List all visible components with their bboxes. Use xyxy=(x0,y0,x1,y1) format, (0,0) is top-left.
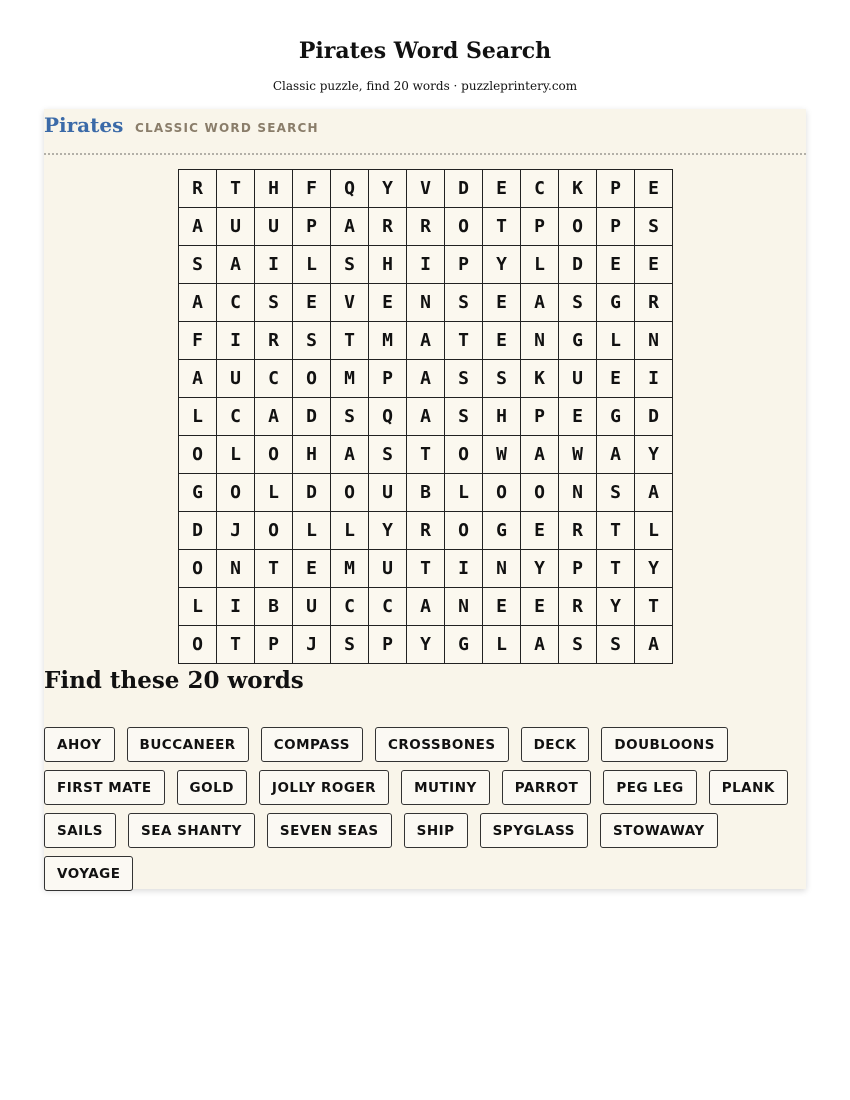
grid-cell: G xyxy=(179,474,217,512)
word-chip: FIRST MATE xyxy=(44,770,165,805)
grid-cell: Y xyxy=(597,588,635,626)
word-chip: PLANK xyxy=(709,770,788,805)
grid-cell: D xyxy=(179,512,217,550)
word-chip: AHOY xyxy=(44,727,115,762)
grid-row xyxy=(179,588,673,626)
grid-row xyxy=(179,398,673,436)
grid-cell: E xyxy=(521,512,559,550)
grid-cell: L xyxy=(597,322,635,360)
grid-cell: O xyxy=(445,512,483,550)
grid-cell: N xyxy=(521,322,559,360)
grid-cell: O xyxy=(483,474,521,512)
grid-cell: I xyxy=(255,246,293,284)
grid-cell: L xyxy=(179,588,217,626)
grid-cell: J xyxy=(293,626,331,664)
grid-cell: I xyxy=(217,588,255,626)
grid-cell: O xyxy=(293,360,331,398)
grid-cell: B xyxy=(255,588,293,626)
grid-cell: I xyxy=(635,360,673,398)
grid-cell: L xyxy=(521,246,559,284)
grid-cell: R xyxy=(559,512,597,550)
grid-cell: E xyxy=(597,246,635,284)
page-subtitle: Classic puzzle, find 20 words · puzzleprintery.com xyxy=(272,79,578,93)
grid-cell: S xyxy=(331,246,369,284)
grid-cell: E xyxy=(635,170,673,208)
grid-cell: O xyxy=(521,474,559,512)
grid-cell: G xyxy=(445,626,483,664)
grid-row xyxy=(179,512,673,550)
grid-cell: O xyxy=(445,208,483,246)
grid-cell: T xyxy=(445,322,483,360)
grid-cell: A xyxy=(635,626,673,664)
grid-cell: V xyxy=(331,284,369,322)
grid-row xyxy=(179,170,673,208)
grid-cell: A xyxy=(521,626,559,664)
grid-cell: L xyxy=(179,398,217,436)
grid-cell: S xyxy=(559,626,597,664)
grid-cell: S xyxy=(331,398,369,436)
grid-cell: E xyxy=(521,588,559,626)
grid-cell: U xyxy=(369,474,407,512)
grid-cell: A xyxy=(407,398,445,436)
grid-cell: W xyxy=(483,436,521,474)
grid-cell: I xyxy=(445,550,483,588)
grid-cell: O xyxy=(255,436,293,474)
grid-cell: A xyxy=(597,436,635,474)
grid-cell: S xyxy=(445,398,483,436)
grid-cell: Q xyxy=(369,398,407,436)
grid-cell: A xyxy=(521,284,559,322)
grid-cell: S xyxy=(597,474,635,512)
grid-cell: A xyxy=(407,322,445,360)
grid-cell: E xyxy=(483,284,521,322)
grid-cell: T xyxy=(597,550,635,588)
grid-cell: U xyxy=(217,208,255,246)
grid-cell: S xyxy=(559,284,597,322)
grid-cell: U xyxy=(255,208,293,246)
grid-cell: G xyxy=(483,512,521,550)
grid-cell: P xyxy=(293,208,331,246)
grid-cell: E xyxy=(635,246,673,284)
grid-cell: O xyxy=(445,436,483,474)
grid-cell: O xyxy=(217,474,255,512)
brand-tagline: CLASSIC WORD SEARCH xyxy=(135,121,319,135)
grid-cell: A xyxy=(407,360,445,398)
word-chip: DOUBLOONS xyxy=(601,727,728,762)
grid-cell: P xyxy=(521,208,559,246)
word-chip: SEVEN SEAS xyxy=(267,813,392,848)
grid-row xyxy=(179,246,673,284)
grid-cell: J xyxy=(217,512,255,550)
grid-cell: Y xyxy=(635,550,673,588)
grid-cell: R xyxy=(635,284,673,322)
grid-cell: S xyxy=(597,626,635,664)
grid-cell: I xyxy=(217,322,255,360)
grid-cell: A xyxy=(179,208,217,246)
grid-cell: T xyxy=(407,550,445,588)
grid-cell: B xyxy=(407,474,445,512)
page-title: Pirates Word Search xyxy=(298,38,552,64)
grid-cell: C xyxy=(217,284,255,322)
grid-cell: O xyxy=(255,512,293,550)
letter-grid xyxy=(178,169,673,664)
word-chip: SPYGLASS xyxy=(480,813,588,848)
grid-cell: L xyxy=(293,246,331,284)
grid-cell: S xyxy=(179,246,217,284)
grid-cell: T xyxy=(331,322,369,360)
grid-cell: P xyxy=(369,626,407,664)
word-chip: PARROT xyxy=(502,770,592,805)
grid-cell: A xyxy=(255,398,293,436)
grid-cell: A xyxy=(331,436,369,474)
grid-cell: L xyxy=(255,474,293,512)
grid-row xyxy=(179,626,673,664)
grid-cell: S xyxy=(483,360,521,398)
grid-cell: M xyxy=(369,322,407,360)
grid-cell: O xyxy=(331,474,369,512)
grid-cell: S xyxy=(445,360,483,398)
grid-cell: M xyxy=(331,360,369,398)
grid-cell: T xyxy=(255,550,293,588)
grid-cell: Y xyxy=(407,626,445,664)
grid-cell: P xyxy=(445,246,483,284)
word-chip: GOLD xyxy=(177,770,247,805)
grid-cell: C xyxy=(369,588,407,626)
word-chip: MUTINY xyxy=(401,770,490,805)
grid-cell: L xyxy=(635,512,673,550)
grid-cell: H xyxy=(255,170,293,208)
grid-cell: N xyxy=(635,322,673,360)
grid-cell: K xyxy=(559,170,597,208)
grid-cell: L xyxy=(293,512,331,550)
grid-cell: L xyxy=(217,436,255,474)
grid-cell: P xyxy=(521,398,559,436)
grid-cell: W xyxy=(559,436,597,474)
grid-cell: T xyxy=(217,626,255,664)
grid-cell: D xyxy=(445,170,483,208)
grid-cell: T xyxy=(483,208,521,246)
grid-cell: V xyxy=(407,170,445,208)
grid-cell: P xyxy=(369,360,407,398)
grid-cell: O xyxy=(179,626,217,664)
word-chip: SHIP xyxy=(404,813,468,848)
grid-cell: T xyxy=(635,588,673,626)
grid-cell: Y xyxy=(369,170,407,208)
grid-cell: S xyxy=(635,208,673,246)
grid-cell: Y xyxy=(369,512,407,550)
grid-cell: E xyxy=(559,398,597,436)
grid-cell: R xyxy=(407,208,445,246)
grid-cell: S xyxy=(331,626,369,664)
grid-cell: I xyxy=(407,246,445,284)
grid-cell: S xyxy=(369,436,407,474)
grid-cell: E xyxy=(483,588,521,626)
grid-cell: E xyxy=(293,550,331,588)
word-chip: SAILS xyxy=(44,813,116,848)
grid-cell: N xyxy=(407,284,445,322)
grid-cell: A xyxy=(635,474,673,512)
grid-cell: U xyxy=(369,550,407,588)
grid-cell: N xyxy=(559,474,597,512)
grid-cell: Y xyxy=(635,436,673,474)
grid-cell: F xyxy=(179,322,217,360)
grid-cell: N xyxy=(483,550,521,588)
word-row xyxy=(44,856,806,892)
grid-cell: S xyxy=(255,284,293,322)
grid-cell: R xyxy=(559,588,597,626)
grid-cell: R xyxy=(179,170,217,208)
grid-cell: D xyxy=(293,474,331,512)
word-chip: VOYAGE xyxy=(44,856,133,891)
card-header xyxy=(44,109,806,155)
grid-cell: A xyxy=(217,246,255,284)
grid-cell: L xyxy=(483,626,521,664)
grid-cell: H xyxy=(369,246,407,284)
grid-cell: P xyxy=(597,208,635,246)
grid-cell: Q xyxy=(331,170,369,208)
grid-cell: O xyxy=(559,208,597,246)
grid-cell: N xyxy=(445,588,483,626)
grid-cell: M xyxy=(331,550,369,588)
grid-cell: R xyxy=(407,512,445,550)
grid-cell: T xyxy=(597,512,635,550)
grid-cell: U xyxy=(293,588,331,626)
word-row xyxy=(44,813,806,849)
grid-cell: F xyxy=(293,170,331,208)
grid-cell: R xyxy=(255,322,293,360)
grid-cell: G xyxy=(559,322,597,360)
word-list xyxy=(44,727,806,899)
grid-cell: A xyxy=(407,588,445,626)
grid-row xyxy=(179,436,673,474)
grid-row xyxy=(179,322,673,360)
grid-cell: C xyxy=(331,588,369,626)
word-row xyxy=(44,770,806,806)
grid-cell: H xyxy=(293,436,331,474)
word-chip: JOLLY ROGER xyxy=(259,770,389,805)
grid-row xyxy=(179,550,673,588)
grid-cell: E xyxy=(483,170,521,208)
grid-cell: L xyxy=(445,474,483,512)
grid-cell: E xyxy=(483,322,521,360)
grid-cell: Y xyxy=(483,246,521,284)
grid-cell: K xyxy=(521,360,559,398)
grid-cell: G xyxy=(597,398,635,436)
word-list-heading: Find these 20 words xyxy=(44,667,304,694)
grid-cell: P xyxy=(255,626,293,664)
grid-cell: P xyxy=(559,550,597,588)
grid-cell: N xyxy=(217,550,255,588)
grid-cell: U xyxy=(559,360,597,398)
grid-cell: C xyxy=(255,360,293,398)
grid-row xyxy=(179,360,673,398)
grid-cell: R xyxy=(369,208,407,246)
grid-cell: C xyxy=(521,170,559,208)
grid-cell: C xyxy=(217,398,255,436)
brand-title: Pirates xyxy=(44,113,124,137)
grid-cell: E xyxy=(293,284,331,322)
word-chip: COMPASS xyxy=(261,727,363,762)
grid-cell: O xyxy=(179,436,217,474)
grid-cell: L xyxy=(331,512,369,550)
puzzle-card xyxy=(44,109,806,889)
word-chip: BUCCANEER xyxy=(127,727,249,762)
grid-cell: A xyxy=(179,284,217,322)
word-chip: CROSSBONES xyxy=(375,727,509,762)
word-chip: PEG LEG xyxy=(603,770,696,805)
grid-cell: H xyxy=(483,398,521,436)
grid-cell: A xyxy=(521,436,559,474)
grid-cell: D xyxy=(293,398,331,436)
grid-cell: T xyxy=(217,170,255,208)
word-row xyxy=(44,727,806,763)
grid-row xyxy=(179,284,673,322)
grid-row xyxy=(179,208,673,246)
grid-cell: O xyxy=(179,550,217,588)
word-chip: DECK xyxy=(521,727,590,762)
grid-cell: S xyxy=(293,322,331,360)
grid-cell: S xyxy=(445,284,483,322)
word-chip: SEA SHANTY xyxy=(128,813,255,848)
grid-cell: D xyxy=(635,398,673,436)
word-chip: STOWAWAY xyxy=(600,813,718,848)
grid-cell: D xyxy=(559,246,597,284)
grid-cell: G xyxy=(597,284,635,322)
grid-cell: A xyxy=(179,360,217,398)
grid-row xyxy=(179,474,673,512)
grid-cell: U xyxy=(217,360,255,398)
grid-cell: Y xyxy=(521,550,559,588)
grid-cell: E xyxy=(597,360,635,398)
grid-cell: A xyxy=(331,208,369,246)
grid-cell: P xyxy=(597,170,635,208)
grid-cell: T xyxy=(407,436,445,474)
grid-cell: E xyxy=(369,284,407,322)
